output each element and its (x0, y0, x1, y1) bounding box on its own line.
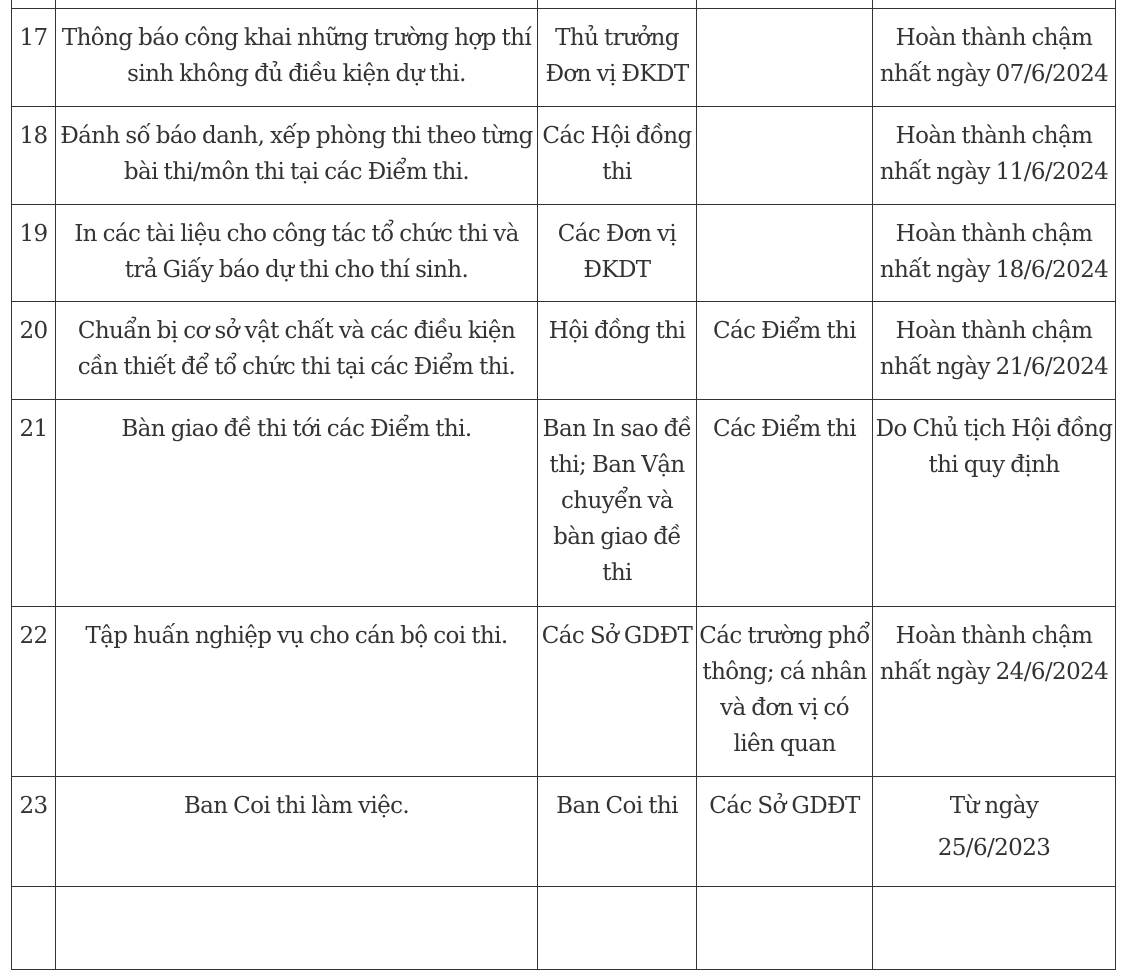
table-row-next (12, 887, 1116, 970)
cell-task (56, 887, 538, 970)
cell-deadline: Hoàn thành chậm nhất ngày 18/6/2024 (873, 205, 1116, 302)
cell-no (12, 0, 56, 9)
cell-task: Tập huấn nghiệp vụ cho cán bộ coi thi. (56, 607, 538, 777)
table-row (12, 107, 1116, 205)
cell-no: 23 (12, 777, 56, 887)
cell-lead: Hội đồng thi (538, 302, 697, 400)
schedule-table-container (11, 0, 1116, 970)
cell-coordinate: Các trường phổ thông; cá nhân và đơn vị có liên quan (697, 607, 873, 777)
cell-no: 19 (12, 205, 56, 302)
cell-coordinate: Các Sở GDĐT (697, 777, 873, 887)
cell-task: Chuẩn bị cơ sở vật chất và các điều kiện cần thiết để tổ chức thi tại các Điểm thi. (56, 302, 538, 400)
table-row (12, 607, 1116, 777)
cell-task: Ban Coi thi làm việc. (56, 777, 538, 887)
cell-coordinate (697, 205, 873, 302)
table-row (12, 9, 1116, 107)
table-row (12, 302, 1116, 400)
cell-coordinate: Các Điểm thi (697, 400, 873, 607)
cell-no: 20 (12, 302, 56, 400)
cell-lead: Các Đơn vị ĐKDT (538, 205, 697, 302)
cell-lead: Các Sở GDĐT (538, 607, 697, 777)
cell-lead (538, 0, 697, 9)
table-row-previous (12, 0, 1116, 9)
table-row (12, 400, 1116, 607)
cell-deadline (873, 887, 1116, 970)
cell-deadline: Hoàn thành chậm nhất ngày 24/6/2024 (873, 607, 1116, 777)
cell-deadline: Do Chủ tịch Hội đồng thi quy định (873, 400, 1116, 607)
cell-no: 22 (12, 607, 56, 777)
cell-coordinate (697, 107, 873, 205)
table-row (12, 205, 1116, 302)
cell-coordinate (697, 887, 873, 970)
deadline-line-1: Từ ngày (949, 793, 1039, 819)
cell-lead: Ban Coi thi (538, 777, 697, 887)
cell-no (12, 887, 56, 970)
cell-deadline: Hoàn thành chậm nhất ngày 21/6/2024 (873, 302, 1116, 400)
table-row (12, 777, 1116, 887)
cell-task: In các tài liệu cho công tác tổ chức thi và trả Giấy báo dự thi cho thí sinh. (56, 205, 538, 302)
cell-deadline (873, 0, 1116, 9)
cell-coordinate (697, 0, 873, 9)
cell-no: 17 (12, 9, 56, 107)
cell-no: 21 (12, 400, 56, 607)
cell-no: 18 (12, 107, 56, 205)
cell-lead: Ban In sao đề thi; Ban Vận chuyển và bàn giao đề thi (538, 400, 697, 607)
cell-lead: Các Hội đồng thi (538, 107, 697, 205)
cell-deadline: Hoàn thành chậm nhất ngày 07/6/2024 (873, 9, 1116, 107)
deadline-line-2: 25/6/2023 (937, 835, 1051, 861)
cell-task: Đánh số báo danh, xếp phòng thi theo từng bài thi/môn thi tại các Điểm thi. (56, 107, 538, 205)
cell-coordinate (697, 9, 873, 107)
cell-lead: Thủ trưởng Đơn vị ĐKDT (538, 9, 697, 107)
cell-task: Bàn giao đề thi tới các Điểm thi. (56, 400, 538, 607)
cell-coordinate: Các Điểm thi (697, 302, 873, 400)
cell-task: Thông báo công khai những trường hợp thí sinh không đủ điều kiện dự thi. (56, 9, 538, 107)
exam-schedule-table (11, 0, 1116, 970)
cell-task (56, 0, 538, 9)
cell-lead (538, 887, 697, 970)
cell-deadline (873, 777, 1116, 887)
cell-deadline: Hoàn thành chậm nhất ngày 11/6/2024 (873, 107, 1116, 205)
